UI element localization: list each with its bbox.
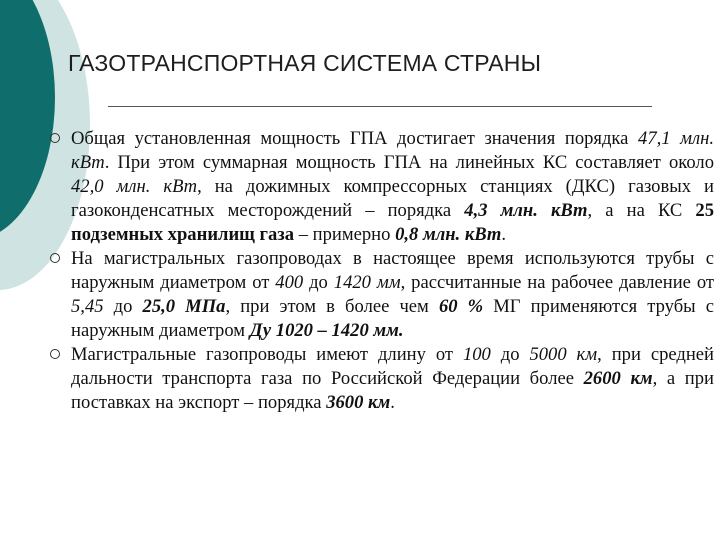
value-avg-distance: 2600 км bbox=[583, 368, 653, 389]
value-storage-power: 0,8 млн. кВт bbox=[395, 224, 502, 245]
slide-title: ГАЗОТРАНСПОРТНАЯ СИСТЕМА СТРАНЫ bbox=[68, 50, 542, 76]
title-divider bbox=[108, 106, 652, 107]
slide-body bbox=[50, 127, 714, 415]
text-run: , на дожимных компрессорных станциях (ДКС) газовых и газоконденсатных месторождений – порядка bbox=[71, 176, 714, 221]
value-max-diameter: 1420 мм bbox=[333, 272, 401, 293]
value-total-power: 47,1 млн. кВт bbox=[71, 128, 714, 173]
text-run: Магистральные газопроводы имеют длину от bbox=[71, 344, 463, 365]
text-run: , а при поставках на экспорт – порядка bbox=[71, 368, 714, 413]
text-run: , при этом в более чем bbox=[225, 296, 439, 317]
text-run: На магистральных газопроводах в настоящее время используются трубы с наружным диаметром от bbox=[71, 248, 714, 293]
value-max-length: 5000 км bbox=[529, 344, 598, 365]
text-run: до bbox=[103, 296, 143, 317]
text-run: . bbox=[390, 392, 395, 413]
text-run: . bbox=[501, 224, 507, 245]
text-run: , рассчитанные на рабочее давление от bbox=[400, 272, 714, 293]
circle-bullet-icon bbox=[50, 349, 60, 359]
circle-bullet-icon bbox=[50, 133, 60, 143]
text-run: МГ применяются трубы с наружным диаметром bbox=[71, 296, 714, 341]
text-run: , при средней дальности транспорта газа по Российской Федерации более bbox=[71, 344, 714, 389]
text-run: . При этом суммарная мощность ГПА на линейных КС составляет около bbox=[104, 152, 714, 173]
value-min-length: 100 bbox=[462, 344, 491, 365]
text-run: до bbox=[303, 272, 334, 293]
bullet-paragraph-length bbox=[50, 343, 714, 415]
value-export-distance: 3600 км bbox=[326, 392, 391, 413]
bullet-paragraph-pipes bbox=[50, 247, 714, 343]
value-min-pressure: 5,45 bbox=[71, 296, 104, 317]
text-run: – примерно bbox=[294, 224, 396, 245]
value-max-pressure: 25,0 МПа bbox=[142, 296, 226, 317]
value-storage-count: 25 подземных хранилищ газа bbox=[71, 200, 714, 245]
value-dks-power: 4,3 млн. кВт bbox=[464, 200, 588, 221]
bullet-paragraph-power bbox=[50, 127, 714, 247]
value-linear-ks-power: 42,0 млн. кВт bbox=[71, 176, 198, 197]
value-share-percent: 60 % bbox=[438, 296, 484, 317]
value-min-diameter: 400 bbox=[275, 272, 304, 293]
text-run: , а на КС bbox=[587, 200, 696, 221]
text-run: Общая установленная мощность ГПА достигает значения порядка bbox=[71, 128, 639, 149]
value-du-range: Ду 1020 – 1420 мм. bbox=[249, 320, 404, 341]
circle-bullet-icon bbox=[50, 253, 60, 263]
text-run: до bbox=[490, 344, 530, 365]
